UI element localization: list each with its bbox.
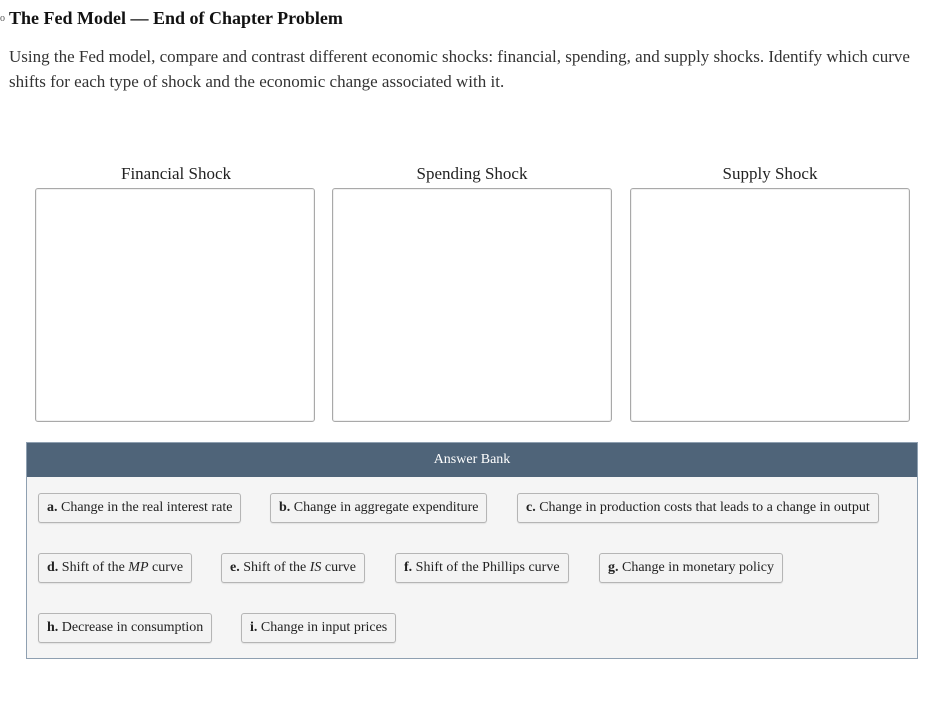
category-label-supply: Supply Shock <box>722 164 818 183</box>
page-title: The Fed Model — End of Chapter Problem <box>9 8 343 28</box>
question-marker: o <box>0 13 5 24</box>
answer-chip-italic: IS <box>309 560 322 575</box>
category-label-spending: Spending Shock <box>416 164 528 183</box>
answer-chip-text: Shift of the <box>61 560 129 575</box>
answer-bank <box>26 442 918 659</box>
answer-chip-b[interactable] <box>270 493 487 523</box>
answer-chip-f[interactable] <box>395 553 569 583</box>
answer-chip-text: Shift of the <box>243 560 310 575</box>
answer-chip-key: c. <box>526 500 536 515</box>
answer-chip-key: e. <box>230 560 240 575</box>
answer-chip-key: b. <box>279 500 291 515</box>
answer-chip-key: h. <box>47 620 59 635</box>
answer-chip-text: Change in monetary policy <box>622 560 775 575</box>
answer-chip-text: Change in production costs that leads to a change in output <box>539 500 870 515</box>
answer-chip-key: g. <box>608 560 619 575</box>
answer-chip-g[interactable] <box>599 553 783 583</box>
answer-chip-i[interactable] <box>241 613 396 643</box>
answer-chip-text-suffix: curve <box>321 560 356 575</box>
answer-chip-d[interactable] <box>38 553 192 583</box>
answer-chip-italic: MP <box>128 560 149 575</box>
answer-chip-key: a. <box>47 500 58 515</box>
drop-zone-spending[interactable] <box>332 188 612 422</box>
answer-chip-key: d. <box>47 560 59 575</box>
category-label-financial: Financial Shock <box>120 164 231 183</box>
answer-chip-c[interactable] <box>517 493 879 523</box>
drop-zone-financial[interactable] <box>35 188 315 422</box>
answer-chip-text-suffix: curve <box>148 560 184 575</box>
answer-chip-text: Decrease in consumption <box>61 620 204 635</box>
answer-chip-e[interactable] <box>221 553 365 583</box>
drop-zone-supply[interactable] <box>630 188 910 422</box>
answer-chip-h[interactable] <box>38 613 212 643</box>
answer-chip-key: f. <box>404 560 413 575</box>
answer-chip-text: Change in aggregate expenditure <box>293 500 479 515</box>
answer-chip-text: Change in the real interest rate <box>61 500 233 515</box>
answer-chip-key: i. <box>250 620 258 635</box>
answer-chip-a[interactable] <box>38 493 241 523</box>
answer-bank-header: Answer Bank <box>27 443 917 477</box>
answer-chip-text: Change in input prices <box>260 620 388 635</box>
question-prompt: Using the Fed model, compare and contrast different economic shocks: financial, spending, and supply shocks. Identify which curve shifts for each type of shock and the economic change associated with it. <box>9 47 910 91</box>
answer-chip-text: Shift of the Phillips curve <box>415 560 560 575</box>
